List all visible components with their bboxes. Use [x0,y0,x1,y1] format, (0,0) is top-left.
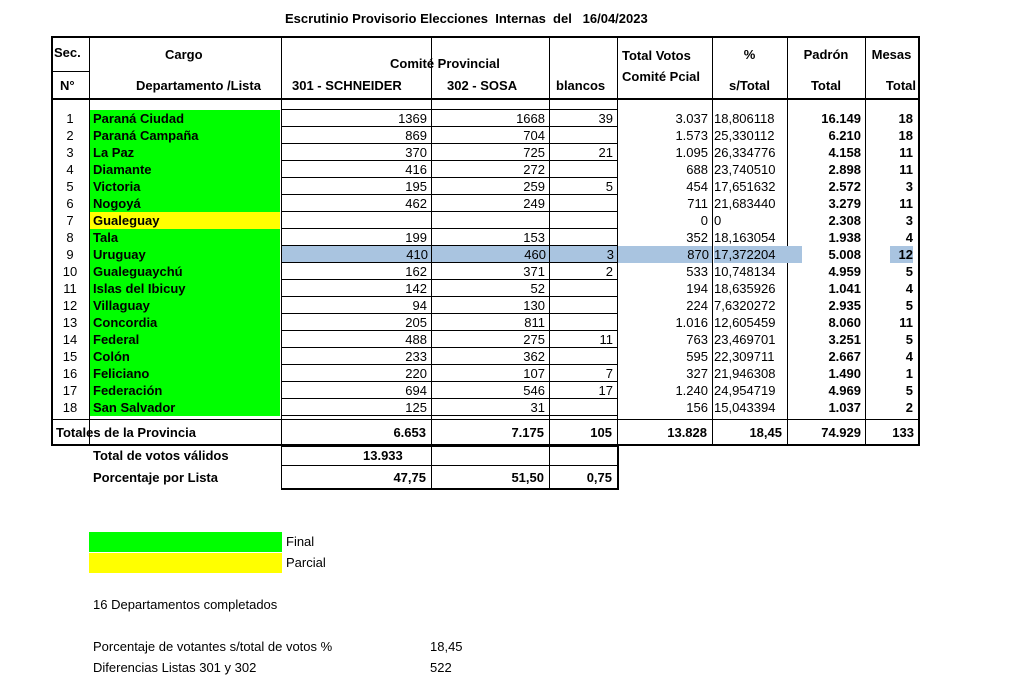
padron-total: 3.251 [828,332,861,347]
row-number: 3 [66,145,74,160]
mesas-total: 18 [898,128,913,143]
cell-border [281,245,618,246]
cell-border [281,279,618,280]
department-name: Colón [90,348,280,365]
mesas-total: 4 [905,281,913,296]
porcentaje-total: 21,683440 [714,196,776,211]
totals-302: 7.175 [511,425,544,440]
table-top-border [51,36,919,38]
header-sec-divider [51,71,89,72]
department-name: Nogoyá [90,195,280,212]
cell-border [281,228,618,229]
row-number: 12 [62,298,78,313]
header-departamento: Departamento /Lista [136,78,261,93]
votes-302: 130 [523,298,545,313]
total-votos: 1.573 [675,128,708,143]
mesas-total: 5 [905,332,913,347]
votes-301: 694 [405,383,427,398]
department-name: Victoria [90,178,280,195]
department-name: Paraná Campaña [90,127,280,144]
porcentaje-total: 18,806118 [714,111,775,126]
header-sobre-total: s/Total [729,78,770,93]
column-divider [918,36,920,446]
mesas-total: 1 [905,366,913,381]
sub-border [281,446,618,447]
porcentaje-por-lista-label: Porcentaje por Lista [93,470,218,485]
department-name: La Paz [90,144,280,161]
total-votos: 3.037 [675,111,708,126]
row-number: 9 [66,247,74,262]
department-name: Diamante [90,161,280,178]
column-divider [617,36,618,446]
cell-border [281,160,618,161]
column-divider [787,36,788,446]
porcentaje-total: 25,330112 [714,128,775,143]
votes-302: 546 [523,383,545,398]
totals-mesas: 133 [892,425,914,440]
mesas-total: 12 [890,246,913,263]
total-votos: 1.095 [675,145,708,160]
totals-padron: 74.929 [821,425,861,440]
porcentaje-total: 18,163054 [714,230,776,245]
votes-301: 94 [412,298,427,313]
porcentaje-total: 17,372204 [714,246,802,263]
total-votos: 194 [686,281,708,296]
cell-border [281,109,618,110]
votes-blancos: 7 [605,366,613,381]
department-name: Feliciano [90,365,280,382]
sub-divider [549,446,550,490]
header-mesas: Mesas [871,47,912,62]
row-number: 1 [66,111,74,126]
row-number: 16 [62,366,78,381]
header-sec: Sec. [54,45,81,60]
cell-border [281,313,618,314]
legend-final-swatch [89,532,282,552]
padron-total: 3.279 [828,196,861,211]
votes-302: 811 [524,315,545,330]
votes-302: 153 [523,230,545,245]
cell-border [281,126,618,127]
padron-total: 4.969 [828,383,861,398]
votes-302: 704 [523,128,545,143]
total-votos: 156 [686,400,708,415]
padron-total: 1.041 [828,281,861,296]
padron-total: 5.008 [828,247,861,262]
votes-302: 371 [523,264,545,279]
votes-blancos: 17 [598,383,613,398]
votes-302: 1668 [516,111,545,126]
porcentaje-total: 23,740510 [714,162,776,177]
porcentaje-302: 51,50 [511,470,544,485]
diferencia-listas-label: Diferencias Listas 301 y 302 [93,660,257,675]
total-votos: 763 [686,332,708,347]
report-title: Escrutinio Provisorio Elecciones Internas del 16/04/2023 [285,11,648,26]
votes-302: 31 [530,400,545,415]
column-divider [712,36,713,446]
votes-302: 362 [523,349,545,364]
department-name: Paraná Ciudad [90,110,280,127]
cell-border [281,296,618,297]
header-padron: Padrón [803,47,849,62]
votes-blancos: 11 [599,332,613,347]
votes-301: 488 [405,332,427,347]
cell-border [281,381,618,382]
cell-border [281,364,618,365]
votes-302: 107 [523,366,545,381]
padron-total: 6.210 [828,128,861,143]
padron-total: 2.667 [828,349,861,364]
header-porcentaje: % [743,47,756,62]
row-number: 10 [62,264,78,279]
porcentaje-301: 47,75 [393,470,426,485]
votes-302: 272 [523,162,545,177]
diferencia-listas-value: 522 [430,660,452,675]
department-name: Uruguay [90,246,280,263]
padron-total: 2.308 [828,213,861,228]
cell-border [281,330,618,331]
padron-total: 2.935 [828,298,861,313]
votes-301: 195 [405,179,427,194]
votes-302: 249 [523,196,545,211]
votes-301: 205 [405,315,427,330]
total-votos: 533 [686,264,708,279]
votes-301: 142 [405,281,427,296]
mesas-total: 5 [905,298,913,313]
porcentaje-total: 15,043394 [714,400,776,415]
mesas-total: 3 [905,213,913,228]
header-cargo: Cargo [165,47,203,62]
department-name: Tala [90,229,280,246]
votes-302: 725 [523,145,545,160]
padron-total: 1.490 [828,366,861,381]
votes-blancos: 3 [550,246,617,263]
mesas-total: 4 [905,349,913,364]
column-divider [281,36,282,446]
department-name: Federal [90,331,280,348]
row-number: 11 [63,281,77,296]
votes-302: 52 [530,281,545,296]
row-number: 13 [62,315,78,330]
totals-top-border [51,419,919,420]
header-sec-number: N° [60,78,75,93]
padron-total: 1.037 [828,400,861,415]
total-votos: 224 [686,298,708,313]
total-votos: 454 [686,179,708,194]
mesas-total: 18 [898,111,913,126]
total-votos: 1.240 [675,383,708,398]
total-votos: 711 [687,196,708,211]
header-comite-provincial: Comité Provincial [390,56,500,71]
cell-border [281,347,618,348]
votes-302: 460 [432,246,549,263]
sub-divider [617,446,619,490]
total-votos: 0 [700,213,708,228]
votes-302: 275 [523,332,545,347]
header-mesas-total: Total [885,78,916,93]
total-votos: 688 [686,162,708,177]
votes-blancos: 2 [605,264,613,279]
total-votos: 595 [686,349,708,364]
padron-total: 2.898 [828,162,861,177]
votes-301: 416 [405,162,427,177]
votes-301: 162 [405,264,427,279]
department-name: Concordia [90,314,280,331]
row-number: 8 [66,230,74,245]
porcentaje-total: 0 [714,213,722,228]
votes-blancos: 21 [598,145,613,160]
mesas-total: 11 [899,315,913,330]
mesas-total: 3 [905,179,913,194]
sub-bottom-border [281,488,618,490]
total-votos: 327 [686,366,708,381]
porcentaje-total: 12,605459 [714,315,776,330]
padron-total: 2.572 [828,179,861,194]
votes-301: 220 [405,366,427,381]
row-number: 14 [62,332,78,347]
padron-total: 4.158 [828,145,861,160]
porcentaje-blancos: 0,75 [586,470,612,485]
porcentaje-total: 10,748134 [714,264,776,279]
cell-border [281,398,618,399]
votes-301: 125 [405,400,427,415]
total-votos-validos-label: Total de votos válidos [93,448,229,463]
header-lista-302: 302 - SOSA [447,78,518,93]
padron-total: 16.149 [821,111,861,126]
porcentaje-total: 17,651632 [714,179,776,194]
legend-partial-swatch [89,553,282,573]
header-lista-301: 301 - SCHNEIDER [292,78,402,93]
padron-total: 8.060 [828,315,861,330]
cell-border [281,177,618,178]
header-total-votos: Total Votos [622,48,691,63]
votes-blancos: 39 [598,111,613,126]
totals-301: 6.653 [393,425,426,440]
porcentaje-total: 22,309711 [714,349,775,364]
porcentaje-total: 23,469701 [714,332,776,347]
mesas-total: 11 [899,162,913,177]
row-number: 2 [66,128,74,143]
header-blancos: blancos [556,78,606,93]
porcentaje-total: 18,635926 [714,281,776,296]
sub-divider [281,446,282,490]
porcentaje-total: 7,6320272 [714,298,776,313]
votes-blancos: 5 [605,179,613,194]
row-number: 7 [66,213,74,228]
departamentos-completados: 16 Departamentos completados [93,597,278,612]
votes-301: 199 [405,230,427,245]
totals-blancos: 105 [590,425,612,440]
department-name: Gualeguay [90,212,280,229]
total-votos-validos-value: 13.933 [363,448,403,463]
department-name: Villaguay [90,297,280,314]
mesas-total: 11 [899,196,913,211]
department-name: San Salvador [90,399,280,416]
votes-302: 259 [523,179,545,194]
cell-border [281,415,618,416]
column-divider [865,36,866,446]
total-votos: 352 [686,230,708,245]
legend-partial-label: Parcial [286,555,326,570]
row-number: 17 [62,383,78,398]
porcentaje-votantes-label: Porcentaje de votantes s/total de votos % [93,639,333,654]
legend-final-label: Final [286,534,315,549]
cell-border [281,262,618,263]
column-divider [549,36,550,446]
porcentaje-total: 26,334776 [714,145,776,160]
porcentaje-votantes-value: 18,45 [430,639,463,654]
mesas-total: 11 [899,145,913,160]
votes-301: 1369 [398,111,427,126]
porcentaje-total: 21,946308 [714,366,776,381]
mesas-total: 2 [905,400,913,415]
header-comite-pcial: Comité Pcial [622,69,701,84]
votes-301: 462 [405,196,427,211]
cell-border [281,143,618,144]
row-number: 5 [66,179,74,194]
mesas-total: 5 [905,264,913,279]
header-bottom-border [51,98,919,100]
cell-border [281,194,618,195]
mesas-total: 4 [905,230,913,245]
sub-border [281,465,618,466]
department-name: Islas del Ibicuy [90,280,280,297]
padron-total: 1.938 [828,230,861,245]
row-number: 15 [62,349,78,364]
votes-301: 869 [405,128,427,143]
totals-porcentaje: 18,45 [749,425,782,440]
row-number: 6 [66,196,74,211]
cell-border [281,211,618,212]
department-name: Federación [90,382,280,399]
votes-301: 233 [405,349,427,364]
padron-total: 4.959 [828,264,861,279]
totals-label: Totales de la Provincia [56,425,196,440]
department-name: Gualeguaychú [90,263,280,280]
totals-total-votos: 13.828 [667,425,707,440]
votes-301: 370 [405,145,427,160]
header-padron-total: Total [810,78,842,93]
porcentaje-total: 24,954719 [714,383,776,398]
row-number: 18 [62,400,78,415]
votes-301: 410 [282,246,431,263]
mesas-total: 5 [905,383,913,398]
total-votos: 870 [618,246,712,263]
column-divider [431,36,432,446]
row-number: 4 [66,162,74,177]
total-votos: 1.016 [675,315,708,330]
